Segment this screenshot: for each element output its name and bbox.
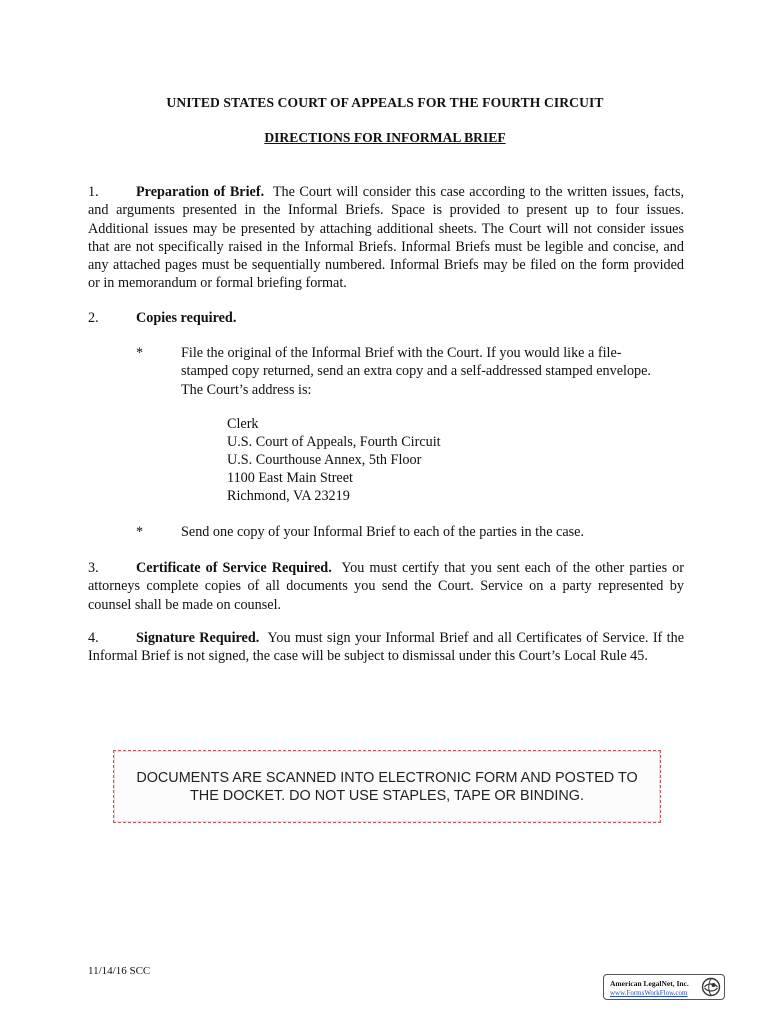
section-signature xyxy=(88,629,684,666)
address-line: 1100 East Main Street xyxy=(227,470,353,486)
notice-line: THE DOCKET. DO NOT USE STAPLES, TAPE OR BINDING. xyxy=(190,788,584,804)
section-certificate-of-service xyxy=(88,559,684,614)
publisher-badge[interactable] xyxy=(603,974,725,1000)
section-heading: Preparation of Brief. xyxy=(136,184,265,200)
publisher-name: American LegalNet, Inc. xyxy=(610,979,689,988)
section-text: You must sign your Informal Brief and all Certificates of Service. If the Informal Brief is not signed, the case will be subject to dismissal under this Court’s Local Rule 45. xyxy=(88,630,684,665)
section-heading: Signature Required. xyxy=(136,630,260,646)
document-title: DIRECTIONS FOR INFORMAL BRIEF xyxy=(264,130,506,145)
section-copies xyxy=(88,309,684,327)
bullet-text: Send one copy of your Informal Brief to each of the parties in the case. xyxy=(181,524,585,540)
section-number: 3. xyxy=(88,560,99,576)
section-number: 1. xyxy=(88,184,99,200)
notice-line: DOCUMENTS ARE SCANNED INTO ELECTRONIC FORM AND POSTED TO xyxy=(136,770,638,786)
section-text: The Court will consider this case according to the written issues, facts, and arguments presented in the Informal Briefs. Space is provided to present up to four issues. Additional issues may be presented by attaching additional sheets. The Court will not consider issues that are not specifically raised in the Informal Briefs. Informal Briefs must be legible and concise, and any attached pages must be sequentially numbered. Informal Briefs may be filed on the form provided or in memorandum or formal briefing format. xyxy=(88,184,685,292)
address-line: Clerk xyxy=(227,416,259,432)
bullet-text: File the original of the Informal Brief with the Court. If you would like a file-stamped copy returned, send an extra copy and a self-addressed stamped envelope. The Court’s address is: xyxy=(181,345,651,398)
address-line: Richmond, VA 23219 xyxy=(227,488,350,504)
address-line: U.S. Courthouse Annex, 5th Floor xyxy=(227,452,422,468)
copies-bullet-send-parties xyxy=(136,523,656,541)
publisher-link[interactable]: www.FormsWorkFlow.com xyxy=(610,989,688,997)
bullet-marker: * xyxy=(136,345,144,361)
bullet-marker: * xyxy=(136,524,144,540)
revision-stamp: 11/14/16 SCC xyxy=(88,965,151,977)
section-number: 4. xyxy=(88,630,99,646)
scanning-notice-text xyxy=(114,769,660,805)
section-number: 2. xyxy=(88,310,99,326)
copies-bullet-file-original xyxy=(136,344,656,399)
court-title: UNITED STATES COURT OF APPEALS FOR THE FOURTH CIRCUIT xyxy=(166,95,604,110)
legalnet-globe-icon xyxy=(701,977,721,997)
scanning-notice-box xyxy=(113,750,661,823)
section-preparation xyxy=(88,183,684,293)
court-address xyxy=(227,415,441,505)
address-line: U.S. Court of Appeals, Fourth Circuit xyxy=(227,434,441,450)
section-heading: Copies required. xyxy=(136,310,237,326)
section-text: You must certify that you sent each of the other parties or attorneys complete copies of all documents you send the Court. Service on a party represented by counsel shall be made on counsel. xyxy=(88,560,684,613)
section-heading: Certificate of Service Required. xyxy=(136,560,332,576)
